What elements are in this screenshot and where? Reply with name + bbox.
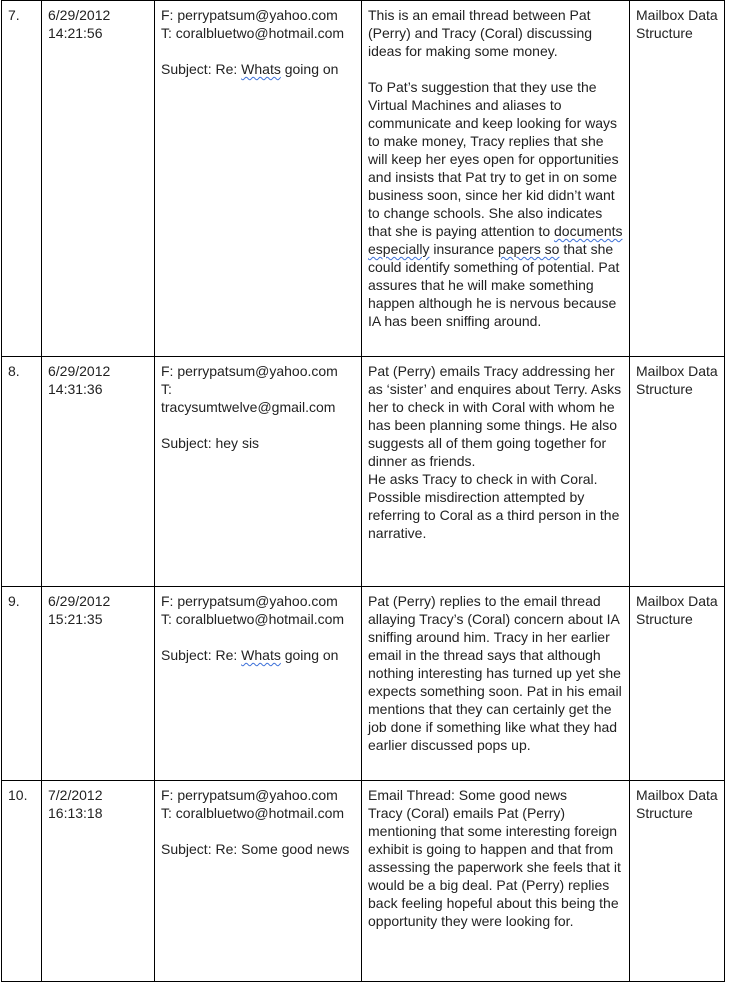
subject-line: Subject: Re: Some good news	[161, 841, 350, 857]
timestamp-cell	[42, 1, 155, 357]
to-label: T:	[161, 381, 172, 397]
description-paragraph: Pat (Perry) replies to the email thread allaying Tracy’s (Coral) concern about IA sniffing around him. Tracy in her earlier email in the thread says that although nothing interesting has turned up yet she expects something soon. Pat in his email mentions that they can certainly get the job done if something like what they had earlier discussed pops up.	[368, 593, 622, 753]
spellcheck-flag[interactable]: papers so	[497, 241, 560, 257]
from-address: F: perrypatsum@yahoo.com	[161, 593, 338, 609]
row-number: 9.	[2, 587, 42, 781]
row-number: 7.	[2, 1, 42, 357]
to-address: T: coralbluetwo@hotmail.com	[161, 25, 345, 41]
to-address: T: coralbluetwo@hotmail.com	[161, 611, 345, 627]
table-row	[2, 357, 725, 587]
table-row	[2, 587, 725, 781]
date: 7/2/2012	[48, 787, 103, 803]
subject-line: Subject: Re: Whats going on	[161, 647, 339, 663]
from-address: F: perrypatsum@yahoo.com	[161, 363, 338, 379]
timestamp-cell	[42, 357, 155, 587]
table-row	[2, 781, 725, 982]
description-cell	[362, 587, 630, 781]
description-cell	[362, 781, 630, 982]
source-cell: Mailbox Data Structure	[630, 1, 725, 357]
table-row	[2, 1, 725, 357]
email-header-cell	[155, 1, 362, 357]
description-paragraph: This is an email thread between Pat (Perry) and Tracy (Coral) discussing ideas for making some money.	[368, 7, 593, 59]
email-header-cell	[155, 587, 362, 781]
date: 6/29/2012	[48, 7, 111, 23]
description-cell	[362, 1, 630, 357]
source-cell: Mailbox Data Structure	[630, 587, 725, 781]
description-paragraph: Tracy (Coral) emails Pat (Perry) mentioning that some interesting foreign exhibit is going to happen and that from assessing the paperwork she feels that it would be a big deal. Pat (Perry) replies back feeling hopeful about this being the opportunity they were looking for.	[368, 805, 621, 929]
email-header-cell	[155, 357, 362, 587]
spellcheck-flag[interactable]: Whats	[241, 61, 281, 77]
timestamp-cell	[42, 781, 155, 982]
description-paragraph: Pat (Perry) emails Tracy addressing her as ‘sister’ and enquires about Terry. Asks her to check in with Coral with whom he has been planning some things. He also suggests all of them going together for dinner as friends.	[368, 363, 622, 469]
time: 16:13:18	[48, 805, 103, 821]
spellcheck-flag[interactable]: documents especially	[368, 223, 623, 257]
timestamp-cell	[42, 587, 155, 781]
time: 14:21:56	[48, 25, 103, 41]
date: 6/29/2012	[48, 363, 111, 379]
email-header-cell	[155, 781, 362, 982]
from-address: F: perrypatsum@yahoo.com	[161, 7, 338, 23]
subject-line: Subject: Re: Whats going on	[161, 61, 339, 77]
subject-line: Subject: hey sis	[161, 435, 260, 451]
time: 15:21:35	[48, 611, 103, 627]
evidence-table	[1, 0, 725, 982]
from-address: F: perrypatsum@yahoo.com	[161, 787, 338, 803]
row-number: 8.	[2, 357, 42, 587]
description-paragraph: He asks Tracy to check in with Coral. Possible misdirection attempted by referring to Coral as a third person in the narrative.	[368, 471, 620, 541]
to-address: T: coralbluetwo@hotmail.com	[161, 805, 345, 821]
description-paragraph: To Pat’s suggestion that they use the Virtual Machines and aliases to communicate and keep looking for ways to make money, Tracy replies that she will keep her eyes open for opportunities and insists that Pat try to get in on some business soon, since her kid didn’t want to change schools. She also indicates that she is paying attention to documents especially insurance papers so that she could identify something of potential. Pat assures that he will make something happen although he is nervous because IA has been sniffing around.	[368, 79, 623, 329]
row-number: 10.	[2, 781, 42, 982]
spellcheck-flag[interactable]: Whats	[241, 647, 281, 663]
time: 14:31:36	[48, 381, 103, 397]
description-cell	[362, 357, 630, 587]
date: 6/29/2012	[48, 593, 111, 609]
description-paragraph: Email Thread: Some good news	[368, 787, 567, 803]
to-address: tracysumtwelve@gmail.com	[161, 399, 336, 415]
source-cell: Mailbox Data Structure	[630, 357, 725, 587]
source-cell: Mailbox Data Structure	[630, 781, 725, 982]
